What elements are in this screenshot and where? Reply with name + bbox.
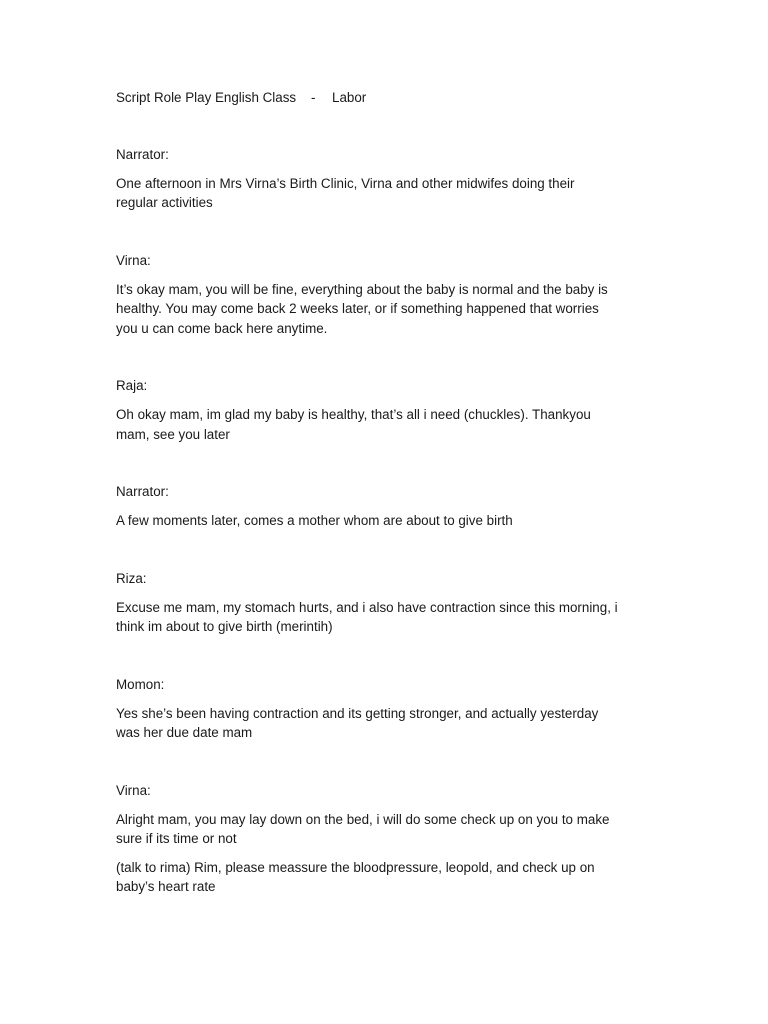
title-dash: - bbox=[311, 90, 316, 105]
dialogue-line: you u can come back here anytime. bbox=[116, 321, 328, 336]
dialogue-line: was her due date mam bbox=[116, 725, 253, 740]
dialogue-line: mam, see you later bbox=[116, 427, 230, 442]
speaker-label: Narrator: bbox=[116, 484, 169, 499]
dialogue-line: think im about to give birth (merintih) bbox=[116, 619, 333, 634]
dialogue-line: sure if its time or not bbox=[116, 831, 237, 846]
dialogue-line: healthy. You may come back 2 weeks later, or if something happened that worries bbox=[116, 301, 599, 316]
speaker-label: Narrator: bbox=[116, 147, 169, 162]
dialogue-line: regular activities bbox=[116, 195, 213, 210]
dialogue-line: Alright mam, you may lay down on the bed, i will do some check up on you to make bbox=[116, 812, 610, 827]
dialogue-line: Oh okay mam, im glad my baby is healthy, that’s all i need (chuckles). Thankyou bbox=[116, 407, 591, 422]
dialogue-line: It’s okay mam, you will be fine, everything about the baby is normal and the baby is bbox=[116, 282, 608, 297]
speaker-label: Virna: bbox=[116, 783, 151, 798]
dialogue-line: Excuse me mam, my stomach hurts, and i also have contraction since this morning, i bbox=[116, 600, 618, 615]
document-title: Script Role Play English Class bbox=[116, 90, 297, 105]
speaker-label: Riza: bbox=[116, 571, 147, 586]
dialogue-line: Yes she’s been having contraction and its getting stronger, and actually yesterday bbox=[116, 706, 599, 721]
dialogue-line: One afternoon in Mrs Virna’s Birth Clinic, Virna and other midwifes doing their bbox=[116, 176, 575, 191]
speaker-label: Virna: bbox=[116, 253, 151, 268]
dialogue-line: baby’s heart rate bbox=[116, 879, 216, 894]
dialogue-line: A few moments later, comes a mother whom are about to give birth bbox=[116, 513, 513, 528]
speaker-label: Momon: bbox=[116, 677, 165, 692]
title-topic: Labor bbox=[332, 90, 367, 105]
speaker-label: Raja: bbox=[116, 378, 148, 393]
dialogue-line: (talk to rima) Rim, please meassure the bloodpressure, leopold, and check up on bbox=[116, 860, 595, 875]
